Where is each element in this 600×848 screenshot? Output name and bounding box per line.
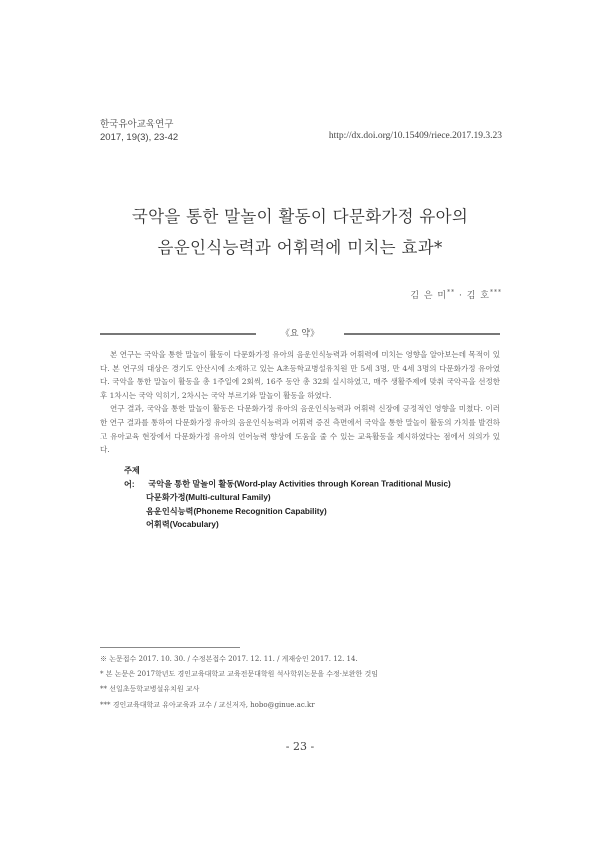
footnote: * 본 논문은 2017학년도 경인교육대학교 교육전문대학원 석사학위논문을 수정·보완한 것임 (100, 670, 379, 679)
author-mark: ** (447, 289, 456, 296)
keyword-item: 다문화가정(Multi-cultural Family) (146, 493, 271, 502)
footnote: *** 경인교육대학교 유아교육과 교수 / 교신저자, hobo@ginue.ac.kr (100, 700, 315, 709)
divider (100, 333, 256, 335)
journal-header (100, 118, 178, 144)
divider (344, 333, 500, 335)
paper-title-line1: 국악을 통한 말놀이 활동이 다문화가정 유아의 (131, 207, 469, 226)
journal-name: 한국유아교육연구 (100, 119, 174, 130)
abstract-paragraph: 본 연구는 국악을 통한 말놀이 활동이 다문화가정 유아의 음운인식능력과 어휘력에 미치는 영향을 알아보는데 목적이 있다. 본 연구의 대상은 경기도 안산시에 소재하고 있는 A초등학교병설유치원 만 5세 3명, 만 4세 3명의 다문화가정 유아였다. 국악을 통한 말놀이 활동을 총 1주일에 2회씩, 16주 동안 총 32회 실시하였고, 매주 생활주제에 맞춰 국악곡을 선정한 후 1차시는 국악 익히기, 2차시는 국악 부르기와 말놀이 활동을 하였다. (100, 350, 500, 400)
abstract-heading-label: 《요 약》 (280, 329, 320, 339)
keyword-item: 어휘력(Vocabulary) (146, 520, 219, 529)
keywords-label: 주제어: (124, 466, 140, 489)
author-separator: · (459, 291, 463, 301)
footnote: ** 선일초등학교병설유치원 교사 (100, 685, 200, 694)
author-list (410, 288, 502, 301)
abstract-paragraph: 연구 결과, 국악을 통한 말놀이 활동은 다문화가정 유아의 음운인식능력과 어휘력 신장에 긍정적인 영향을 미쳤다. 이러한 연구 결과를 통하여 다문화가정 유아의 음운인식능력과 어휘력 증진 측면에서 국악을 통한 말놀이 활동의 가치를 발견하고 유아교육 현장에서 다문화가정 유아의 언어능력 향상에 도움을 줄 수 있는 교육활동을 제시하였다는 점에서 의의가 있다. (100, 404, 500, 455)
keywords-section (124, 464, 451, 532)
keyword-item: 음운인식능력(Phoneme Recognition Capability) (146, 506, 327, 516)
author-mark: *** (490, 289, 502, 296)
footnote-divider (100, 647, 240, 648)
doi-link[interactable]: http://dx.doi.org/10.15409/riece.2017.19.3.23 (328, 131, 502, 141)
author-name: 김 은 미 (410, 291, 448, 301)
author-name: 김 호 (466, 291, 490, 301)
journal-citation: 2017, 19(3), 23-42 (100, 132, 179, 143)
page-number: - 23 - (285, 740, 315, 753)
paper-title-line2: 음운인식능력과 어휘력에 미치는 효과* (157, 238, 443, 257)
abstract-body (100, 348, 500, 457)
keyword-item: 국악을 통한 말놀이 활동(Word-play Activities through Korean Traditional Music) (148, 479, 451, 489)
footnote-dates: ※ 논문접수 2017. 10. 30. / 수정본접수 2017. 12. 11. / 게재승인 2017. 12. 14. (100, 655, 358, 663)
abstract-heading (100, 326, 500, 340)
footnotes (100, 652, 378, 713)
